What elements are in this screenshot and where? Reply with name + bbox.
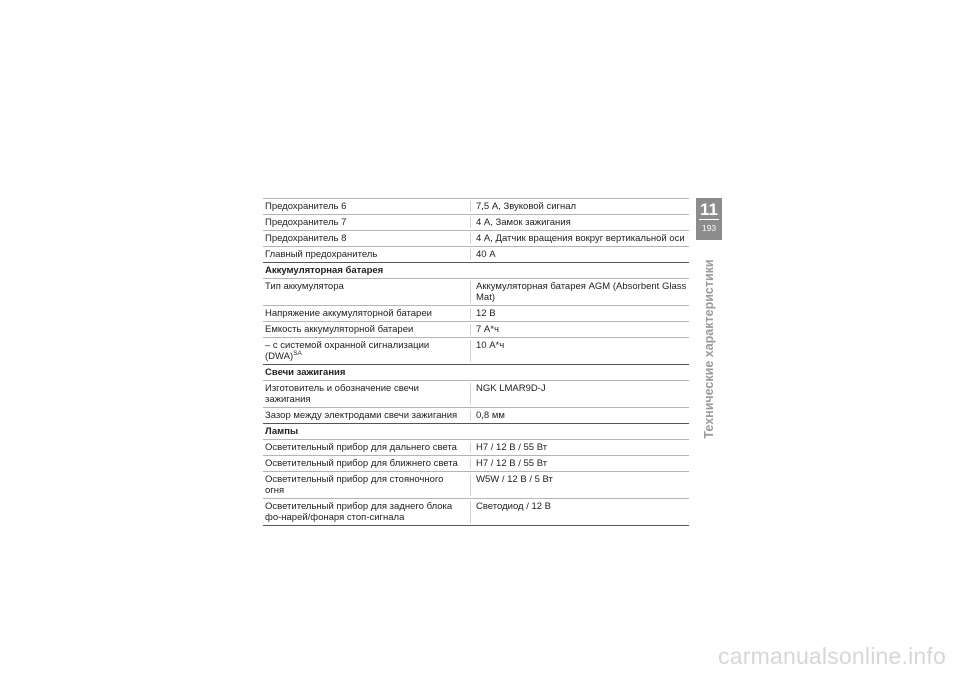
row-label: Емкость аккумуляторной батареи (265, 324, 471, 335)
row-label: Осветительный прибор для заднего блока фо-нарей/фонаря стоп-сигнала (265, 501, 471, 523)
chapter-side-title: Технические характеристики (702, 259, 716, 439)
chapter-tab (696, 198, 722, 240)
row-label: Изготовитель и обозначение свечи зажигания (265, 383, 471, 405)
table-bottom-rule (263, 525, 689, 526)
row-label: Напряжение аккумуляторной батареи (265, 308, 471, 319)
section-heading-text: Аккумуляторная батарея (265, 265, 384, 276)
row-label: Предохранитель 6 (265, 201, 471, 212)
section-heading-text: Свечи зажигания (265, 367, 346, 378)
special-equipment-marker: SA (293, 349, 302, 357)
row-label: Зазор между электродами свечи зажигания (265, 410, 471, 421)
row-value: 10 А*ч (476, 340, 505, 351)
row-label: Осветительный прибор для ближнего света (265, 458, 471, 469)
row-value: Аккумуляторная батарея AGM (Absorbent Glass Mat) (476, 281, 687, 303)
row-label: Тип аккумулятора (265, 281, 471, 303)
table-row (263, 246, 689, 262)
table-row (263, 305, 689, 321)
spec-table (263, 198, 689, 526)
row-value: W5W / 12 В / 5 Вт (476, 474, 553, 485)
table-row (263, 455, 689, 471)
table-row (263, 439, 689, 455)
section-heading-battery (263, 262, 689, 278)
row-label: Предохранитель 7 (265, 217, 471, 228)
chapter-number: 11 (700, 200, 718, 219)
row-label: Предохранитель 8 (265, 233, 471, 244)
page-number: 193 (701, 223, 717, 233)
row-label (265, 340, 471, 362)
row-label: Главный предохранитель (265, 249, 471, 260)
row-value: H7 / 12 В / 55 Вт (476, 442, 548, 453)
row-value: 40 А (476, 249, 496, 260)
table-row (263, 380, 689, 407)
table-row (263, 278, 689, 305)
section-heading-lamps (263, 423, 689, 439)
table-row (263, 214, 689, 230)
watermark: carmanualsonline.info (718, 643, 946, 669)
row-label-text: – с системой охранной сигнализации (DWA) (265, 340, 430, 362)
row-value: 7,5 А, Звуковой сигнал (476, 201, 577, 212)
row-value: NGK LMAR9D-J (476, 383, 546, 394)
row-value: 4 А, Датчик вращения вокруг вертикальной оси (476, 233, 685, 244)
section-heading-text: Лампы (265, 426, 299, 437)
row-value: 0,8 мм (476, 410, 505, 421)
row-label: Осветительный прибор для дальнего света (265, 442, 471, 453)
row-value: Светодиод / 12 В (476, 501, 552, 512)
section-heading-spark-plugs (263, 364, 689, 380)
row-value: 4 А, Замок зажигания (476, 217, 571, 228)
table-row (263, 321, 689, 337)
table-row (263, 471, 689, 498)
row-label: Осветительный прибор для стояночного огня (265, 474, 471, 496)
table-row (263, 407, 689, 423)
table-row (263, 498, 689, 525)
row-value: 7 А*ч (476, 324, 499, 335)
row-value: 12 В (476, 308, 496, 319)
table-row (263, 230, 689, 246)
table-row (263, 198, 689, 214)
table-row (263, 337, 689, 364)
row-value: H7 / 12 В / 55 Вт (476, 458, 548, 469)
